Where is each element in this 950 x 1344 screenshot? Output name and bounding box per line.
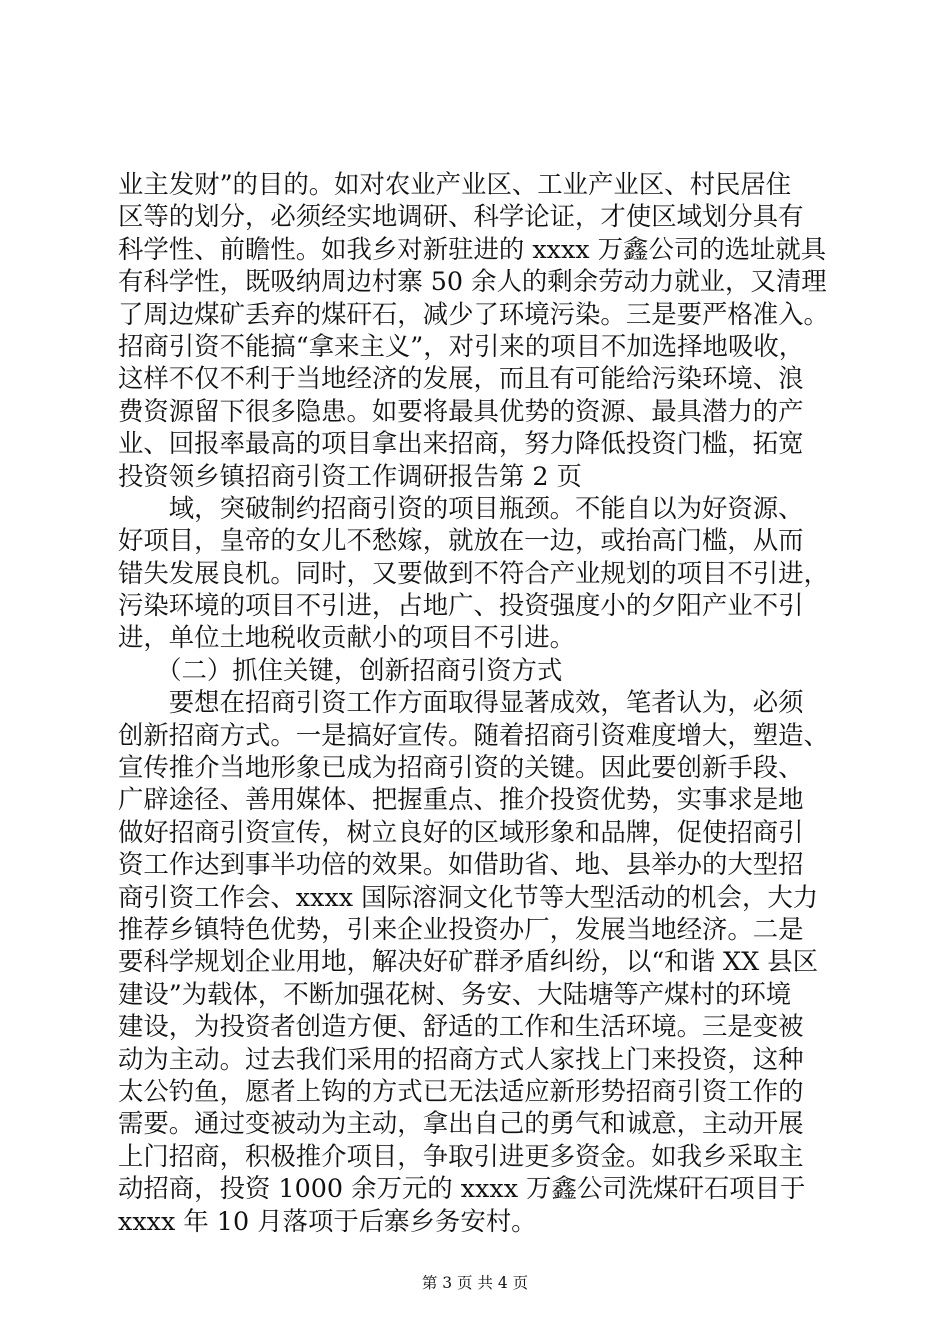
text-line: 有科学性，既吸纳周边村寨 50 余人的剩余劳动力就业，又清理 [118,266,827,297]
document-body [118,168,838,1237]
page-number-footer: 第 3 页 共 4 页 [421,1274,529,1292]
text-line: 上门招商，积极推介项目，争取引进更多资金。如我乡采取主 [118,1140,804,1171]
text-line: 推荐乡镇特色优势，引来企业投资办厂，发展当地经济。二是 [118,913,804,944]
text-line: 了周边煤矿丢弃的煤矸石，减少了环境污染。三是要严格准入。 [118,298,829,329]
text-line: 建设，为投资者创造方便、舒适的工作和生活环境。三是变被 [118,1011,804,1042]
text-line: 进，单位土地税收贡献小的项目不引进。 [118,622,576,653]
text-line: 广辟途径、善用媒体、把握重点、推介投资优势，实事求是地 [118,784,804,815]
text-line: 太公钓鱼，愿者上钩的方式已无法适应新形势招商引资工作的 [118,1075,804,1106]
text-line: 污染环境的项目不引进，占地广、投资强度小的夕阳产业不引 [118,590,804,621]
text-line: 宣传推介当地形象已成为招商引资的关键。因此要创新手段、 [118,752,804,783]
text-line: 建设”为载体，不断加强花树、务安、大陆塘等产煤村的环境 [118,978,792,1009]
text-line: 需要。通过变被动为主动，拿出自己的勇气和诚意，主动开展 [118,1108,804,1139]
text-line: 投资领乡镇招商引资工作调研报告第 2 页 [118,460,582,491]
section-heading: （二）抓住关键，创新招商引资方式 [118,654,563,685]
text-line: 业主发财”的目的。如对农业产业区、工业产业区、村民居住 [118,169,792,199]
text-line: 招商引资不能搞“拿来主义”，对引来的项目不加选择地吸收， [118,330,805,361]
text-line: 错失发展良机。同时，又要做到不符合产业规划的项目不引进， [118,557,829,588]
text-line: 要想在招商引资工作方面取得显著成效，笔者认为，必须 [118,687,804,718]
text-line: xxxx 年 10 月落项于后寨乡务安村。 [118,1205,537,1236]
text-line: 科学性、前瞻性。如我乡对新驻进的 xxxx 万鑫公司的选址就具 [118,233,827,264]
text-line: 动招商，投资 1000 余万元的 xxxx 万鑫公司洗煤矸石项目于 [118,1173,806,1204]
text-line: 这样不仅不利于当地经济的发展，而且有可能给污染环境、浪 [118,363,804,394]
text-line: 创新招商方式。一是搞好宣传。随着招商引资难度增大，塑造、 [118,719,829,750]
text-line: 业、回报率最高的项目拿出来招商，努力降低投资门槛，拓宽 [118,428,804,459]
text-line: 商引资工作会、xxxx 国际溶洞文化节等大型活动的机会，大力 [118,881,819,912]
text-line: 做好招商引资宣传，树立良好的区域形象和品牌，促使招商引 [118,816,804,847]
text-line: 域，突破制约招商引资的项目瓶颈。不能自以为好资源、 [118,492,804,523]
text-line: 好项目，皇帝的女儿不愁嫁，就放在一边，或抬高门槛，从而 [118,525,804,556]
text-line: 要科学规划企业用地，解决好矿群矛盾纠纷，以“和谐 XX 县区 [118,946,819,977]
text-line: 动为主动。过去我们采用的招商方式人家找上门来投资，这种 [118,1043,804,1074]
text-line: 费资源留下很多隐患。如要将最具优势的资源、最具潜力的产 [118,395,804,426]
text-line: 区等的划分，必须经实地调研、科学论证，才使区域划分具有 [118,201,804,232]
text-line: 资工作达到事半功倍的效果。如借助省、地、县举办的大型招 [118,849,804,880]
